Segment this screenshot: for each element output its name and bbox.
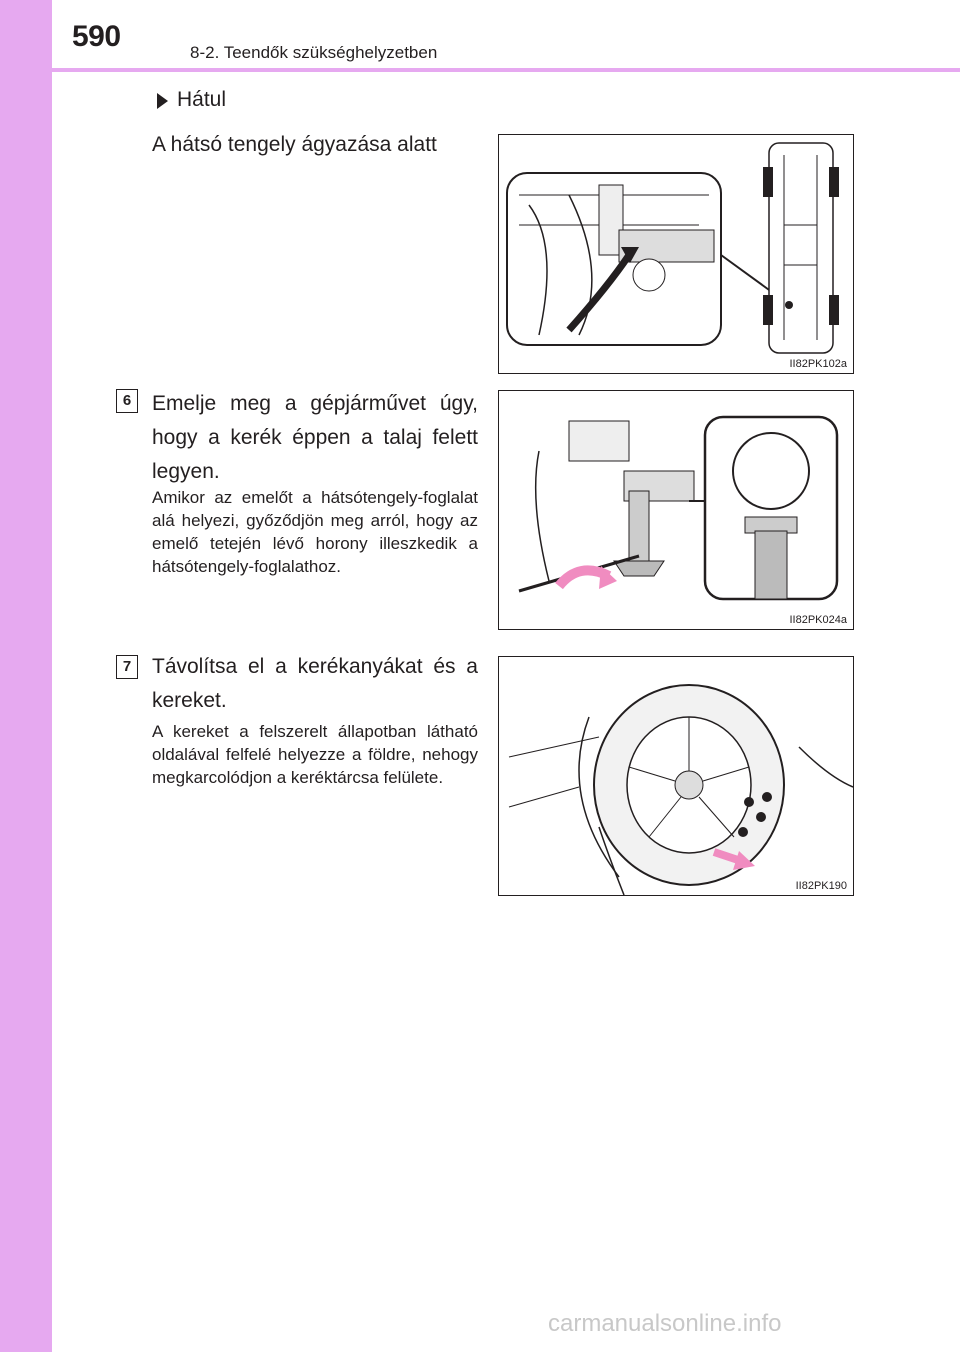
jack-illustration bbox=[499, 391, 853, 629]
page-number: 590 bbox=[72, 20, 121, 53]
figure-label: II82PK190 bbox=[795, 880, 847, 892]
header-bar bbox=[52, 0, 960, 68]
rear-heading: Hátul bbox=[177, 88, 227, 111]
step7-note: A kereket a felszerelt állapotban látható oldalával felfelé helyezze a földre, nehogy megkarcolódjon a keréktárcsa felülete. bbox=[152, 722, 478, 787]
wheel-removal-illustration bbox=[499, 657, 853, 895]
figure-wheel-removal bbox=[498, 656, 854, 896]
step-number-badge: 6 bbox=[116, 389, 138, 413]
figure-label: II82PK024a bbox=[789, 614, 847, 626]
chapter-side-tab bbox=[0, 0, 52, 1352]
figure-rear-axle-position bbox=[498, 134, 854, 374]
watermark-text: carmanualsonline.info bbox=[548, 1310, 782, 1337]
bullet-arrow-icon bbox=[157, 93, 168, 109]
rear-axle-illustration bbox=[499, 135, 853, 373]
figure-label: II82PK102a bbox=[789, 358, 847, 370]
step-number-badge: 7 bbox=[116, 655, 138, 679]
figure-jack-lifting bbox=[498, 390, 854, 630]
section-title: 8-2. Teendők szükséghelyzetben bbox=[190, 43, 438, 62]
rear-description: A hátsó tengely ágyazása alatt bbox=[152, 133, 437, 156]
step7-instruction: Távolítsa el a kerékanyákat és a kereket. bbox=[152, 655, 478, 712]
step6-note: Amikor az emelőt a hátsótengely-foglalat alá helyezi, győződjön meg arról, hogy az emelő tetején lévő horony illeszkedik a hátsótengely-foglalathoz. bbox=[152, 488, 478, 576]
step6-instruction: Emelje meg a gépjárművet úgy, hogy a kerék éppen a talaj felett legyen. bbox=[152, 392, 478, 483]
